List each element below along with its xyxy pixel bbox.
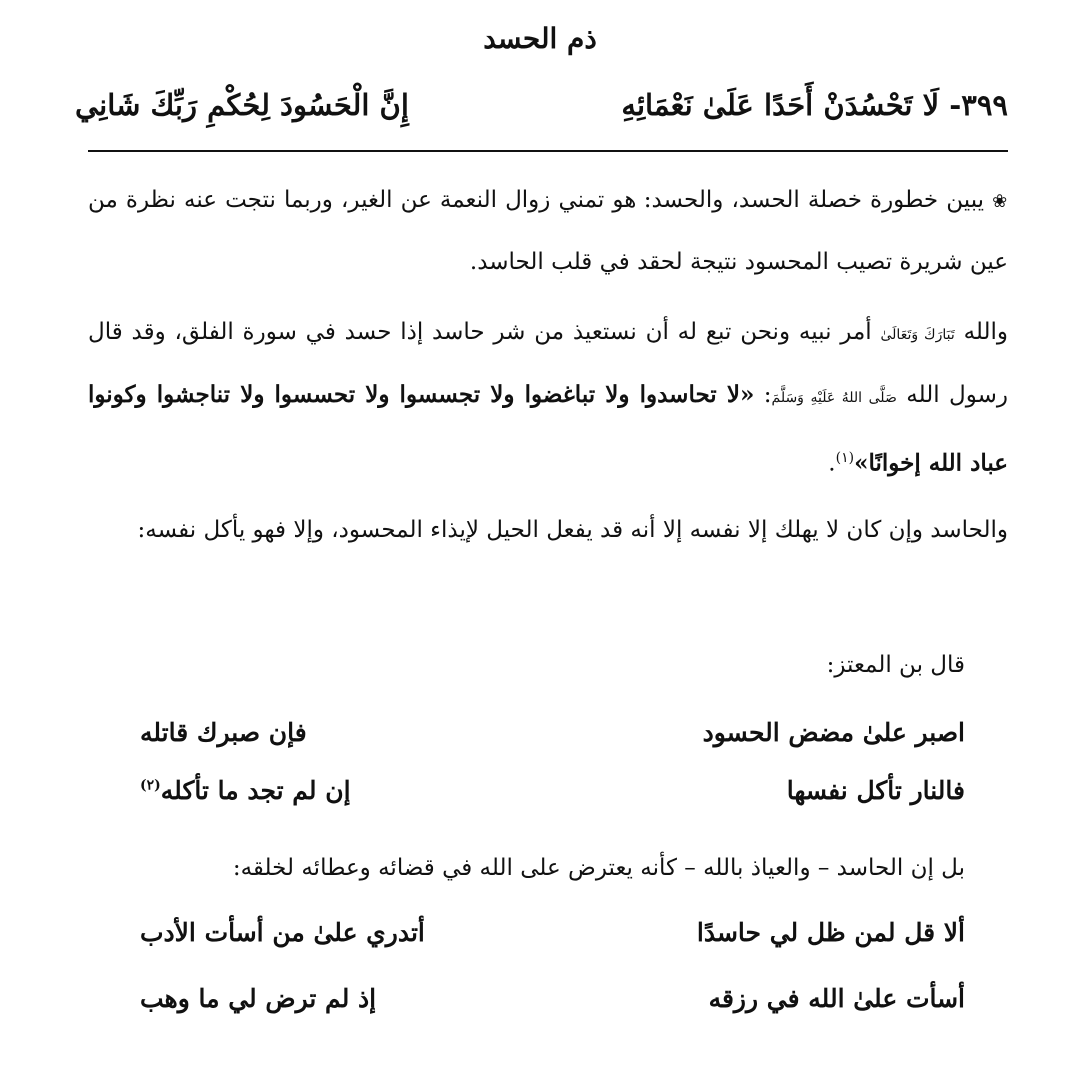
page-title: ذم الحسد (483, 22, 597, 55)
poem-verse (140, 984, 965, 1028)
paragraph-definition (88, 170, 1008, 292)
verse-second-half: فإن صبرك قاتله (140, 718, 307, 747)
paragraph-text-1: والله (963, 319, 1009, 345)
paragraph-envier: والحاسد وإن كان لا يهلك إلا نفسه إلا أنه قد يفعل الحيل لإيذاء المحسود، وإلا فهو يأكل نفسه: (137, 517, 1008, 543)
hadith-quote: «لا تحاسدوا ولا تباغضوا ولا تجسسوا ولا تحسسوا ولا تناجشوا وكونوا عباد الله إخوانًا» (88, 381, 1008, 477)
poem-verse (140, 718, 965, 762)
honorific-prophet: صَلَّى اللهُ عَلَيْهِ وَسَلَّمَ (771, 390, 897, 406)
verse-second-half (140, 776, 351, 805)
verse-first-half: أسأت علىٰ الله في رزقه (708, 984, 965, 1013)
verse-first-half: فالنار تأكل نفسها (786, 776, 965, 805)
verse-first-half: ألا قل لمن ظل لي حاسدًا (696, 918, 965, 947)
main-verse-first-half: ٣٩٩- لَا تَحْسُدَنْ أَحَدًا عَلَىٰ نَعْمَائِهِ (621, 88, 1008, 122)
divider-line (88, 150, 1008, 152)
verse-second-half: أتدري علىٰ من أسأت الأدب (140, 918, 425, 947)
flower-icon: ❀ (992, 191, 1008, 212)
poem-verse (140, 918, 965, 962)
footnote-marker-2: (٢) (140, 777, 161, 794)
poem-intro-1: قال بن المعتز: (826, 652, 965, 678)
paragraph-end: . (828, 450, 836, 477)
main-verse-second-half: إِنَّ الْحَسُودَ لِحُكْمِ رَبِّكَ شَانِي (75, 88, 409, 122)
verse-first-half: اصبر علىٰ مضض الحسود (702, 718, 965, 747)
verse-second-half: إذ لم ترض لي ما وهب (140, 984, 377, 1013)
paragraph-text: هو تمني زوال النعمة عن الغير، وربما نتجت عنه نظرة من عين شريرة تصيب المحسود نتيجة لحقد في قلب الحاسد. (88, 187, 1008, 275)
main-verse (75, 88, 1008, 132)
paragraph-lead: يبين خطورة خصلة الحسد، والحسد: (643, 187, 985, 213)
honorific-allah: تَبَارَكَ وَتَعَالَىٰ (880, 327, 955, 343)
poem-verse (140, 776, 965, 820)
verse-second-half-text: إن لم تجد ما تأكله (160, 776, 351, 805)
paragraph-text-2: أمر نبيه ونحن تبع له أن نستعيذ من شر حاسد إذا حسد في سورة الفلق، وقد قال رسول الله (88, 319, 1008, 408)
paragraph-hadith (88, 302, 1008, 494)
footnote-marker-1: (١) (835, 450, 855, 466)
paragraph-colon: : (763, 382, 772, 408)
poem-intro-2: بل إن الحاسد – والعياذ بالله – كأنه يعترض على الله في قضائه وعطائه لخلقه: (232, 855, 965, 881)
